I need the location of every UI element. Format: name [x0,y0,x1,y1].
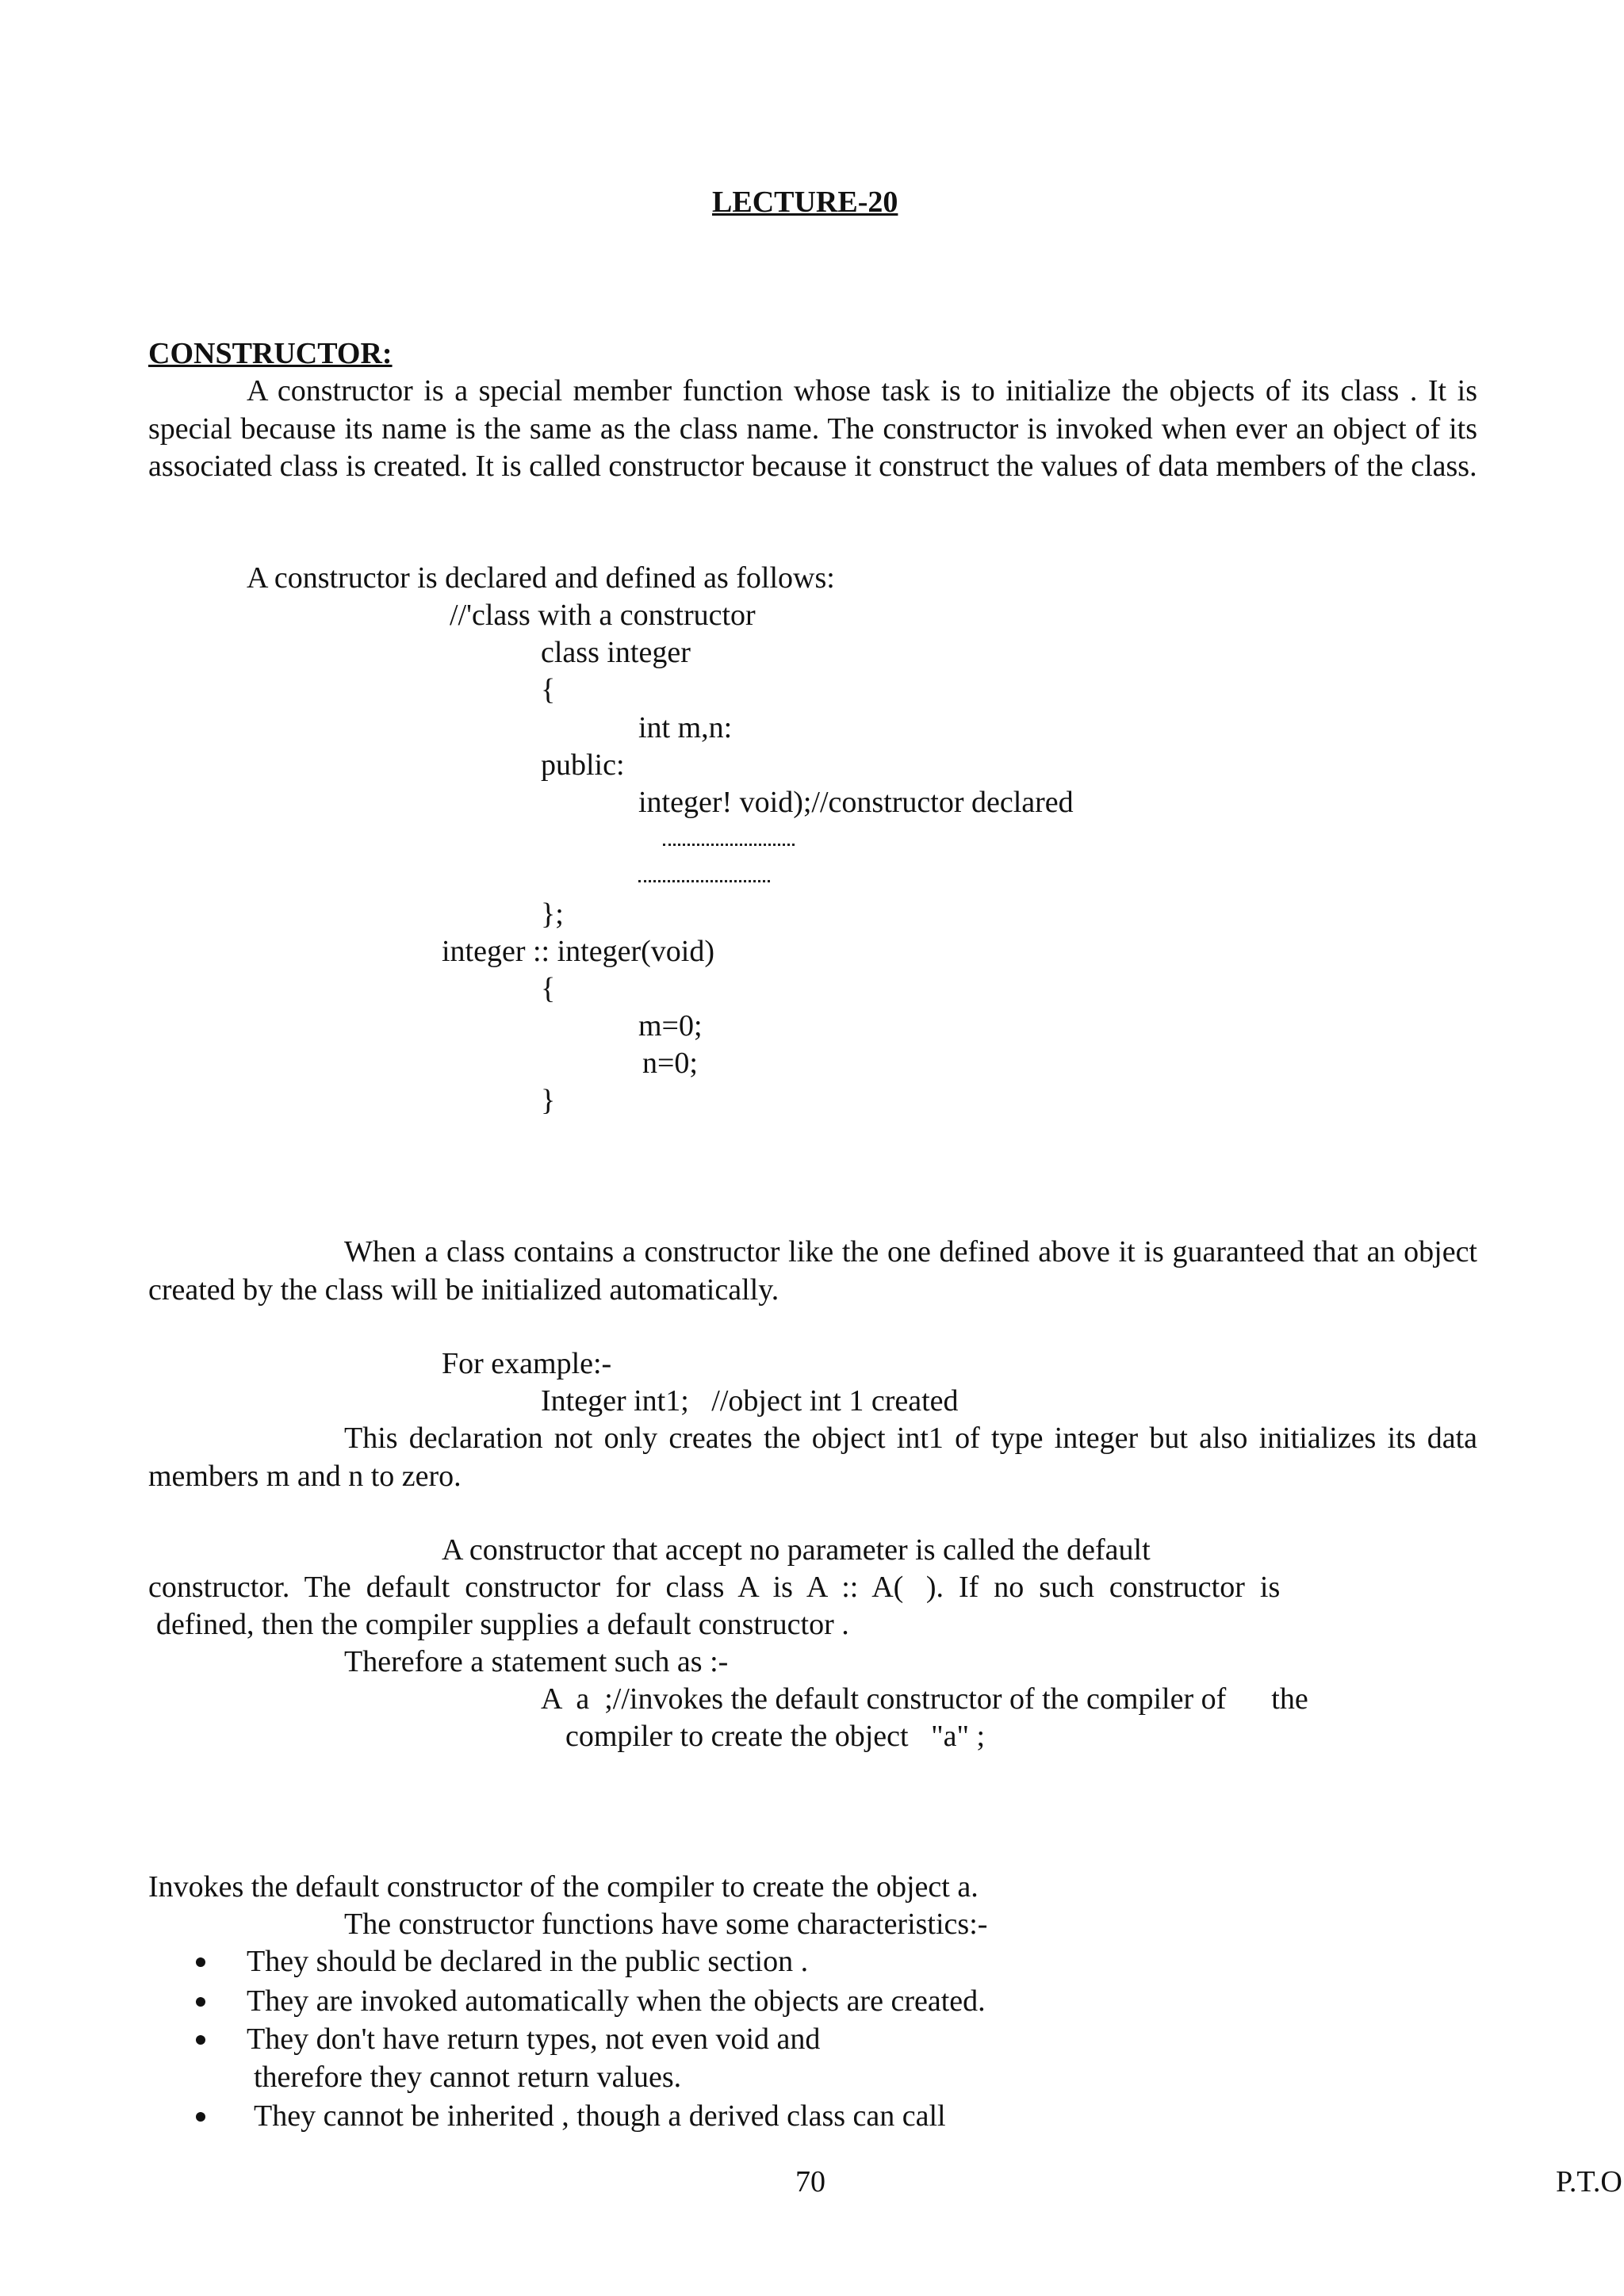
list-item: They cannot be inherited , though a derived class can call [254,2099,946,2133]
page-title: LECTURE-20 [712,186,898,219]
page-number: 70 [795,2165,825,2198]
declaration-intro: A constructor is declared and defined as follows: [247,561,835,595]
characteristics-intro: The constructor functions have some characteristics:- [344,1908,988,1941]
code-members: int m,n: [638,711,733,744]
example-explanation: This declaration not only creates the object int1 of type integer but also initializes its data members m and n to zero. [148,1422,1477,1493]
list-item: They should be declared in the public section . [247,1945,809,1978]
list-item: They don't have return types, not even void and [247,2022,821,2056]
bullet-marker [196,2112,205,2122]
code-open-brace: { [541,673,556,706]
code-close-class: }; [541,897,564,931]
code-ctor-def: integer :: integer(void) [442,935,714,968]
list-item-continuation: therefore they cannot return values. [254,2061,682,2094]
therefore-line: Therefore a statement such as :- [344,1645,729,1678]
section-heading: CONSTRUCTOR: [148,337,393,370]
bullet-marker [196,1957,205,1967]
code-public-label: public: [541,748,625,782]
code-open-brace-2: { [541,972,556,1005]
code-comment: //'class with a constructor [450,599,756,632]
pto-label: P.T.O [1556,2165,1622,2198]
statement-line-1: A a ;//invokes the default constructor of the compiler of the [541,1682,1308,1716]
default-ctor-line-2: constructor. The default constructor for class A is A :: A( ). If no such constructor is [148,1571,1281,1604]
code-class-decl: class integer [541,636,691,669]
code-assign-m: m=0; [638,1009,703,1043]
code-ctor-decl: integer! void);//constructor declared [638,786,1074,819]
code-assign-n: n=0; [642,1047,698,1080]
bullet-marker [196,2035,205,2045]
default-ctor-line-3: defined, then the compiler supplies a default constructor . [156,1608,849,1641]
code-ellipsis-2 [638,880,770,882]
code-close-brace: } [541,1084,556,1117]
bullet-marker [196,1997,205,2007]
intro-paragraph: A constructor is a special member function whose task is to initialize the objects of its class . It is special because its name is the same as the class name. The constructor is invoked when ever an object of its associated class is created. It is called constructor because it construct the values of data members of the class. [148,374,1477,483]
example-label: For example:- [442,1347,612,1380]
example-code: Integer int1; //object int 1 created [541,1384,959,1418]
code-ellipsis-1 [663,844,795,846]
guarantee-paragraph: When a class contains a constructor like the one defined above it is guaranteed that an object created by the class will be initialized automatically. [148,1235,1477,1307]
default-ctor-line-1: A constructor that accept no parameter is called the default [442,1533,1151,1567]
list-item: They are invoked automatically when the objects are created. [247,1984,986,2018]
invokes-line: Invokes the default constructor of the compiler to create the object a. [148,1870,979,1904]
statement-line-2: compiler to create the object "a" ; [565,1720,986,1753]
